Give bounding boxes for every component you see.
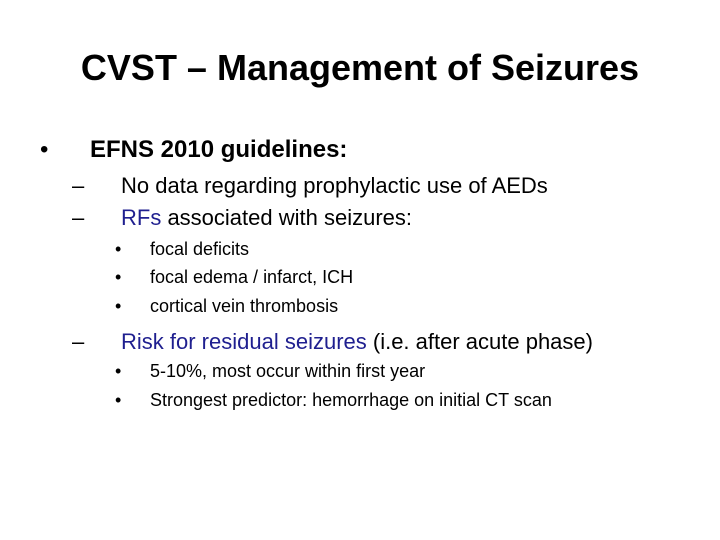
item2-sub-text: focal edema / infarct, ICH [150,267,354,287]
item2-sub-text: focal deficits [150,239,250,259]
dash-icon: – [72,329,85,354]
item1-text: No data regarding prophylactic use of AEDs [121,173,548,198]
bullet-icon: • [115,361,122,381]
slide-title: CVST – Management of Seizures [80,47,640,88]
item2-rest: associated with seizures: [161,205,412,230]
item2-sub-text: cortical vein thrombosis [150,296,339,316]
item3-rest: (i.e. after acute phase) [366,329,593,354]
bullet-icon: • [40,136,49,163]
bullet-icon: • [115,390,122,410]
bullet-l1-text: EFNS 2010 guidelines: [90,136,348,163]
bullet-icon: • [115,239,122,259]
item3-sub-text: 5-10%, most occur within first year [150,361,426,381]
dash-icon: – [72,205,85,230]
item3-highlight: Risk for residual seizures [121,329,367,354]
item2-highlight: RFs [121,205,162,230]
bullet-icon: • [115,267,122,287]
item3-sub-text: Strongest predictor: hemorrhage on initial CT scan [150,390,552,410]
item3-line [121,328,593,356]
bullet-icon: • [115,296,122,316]
item2-line [121,204,412,232]
dash-icon: – [72,173,85,198]
